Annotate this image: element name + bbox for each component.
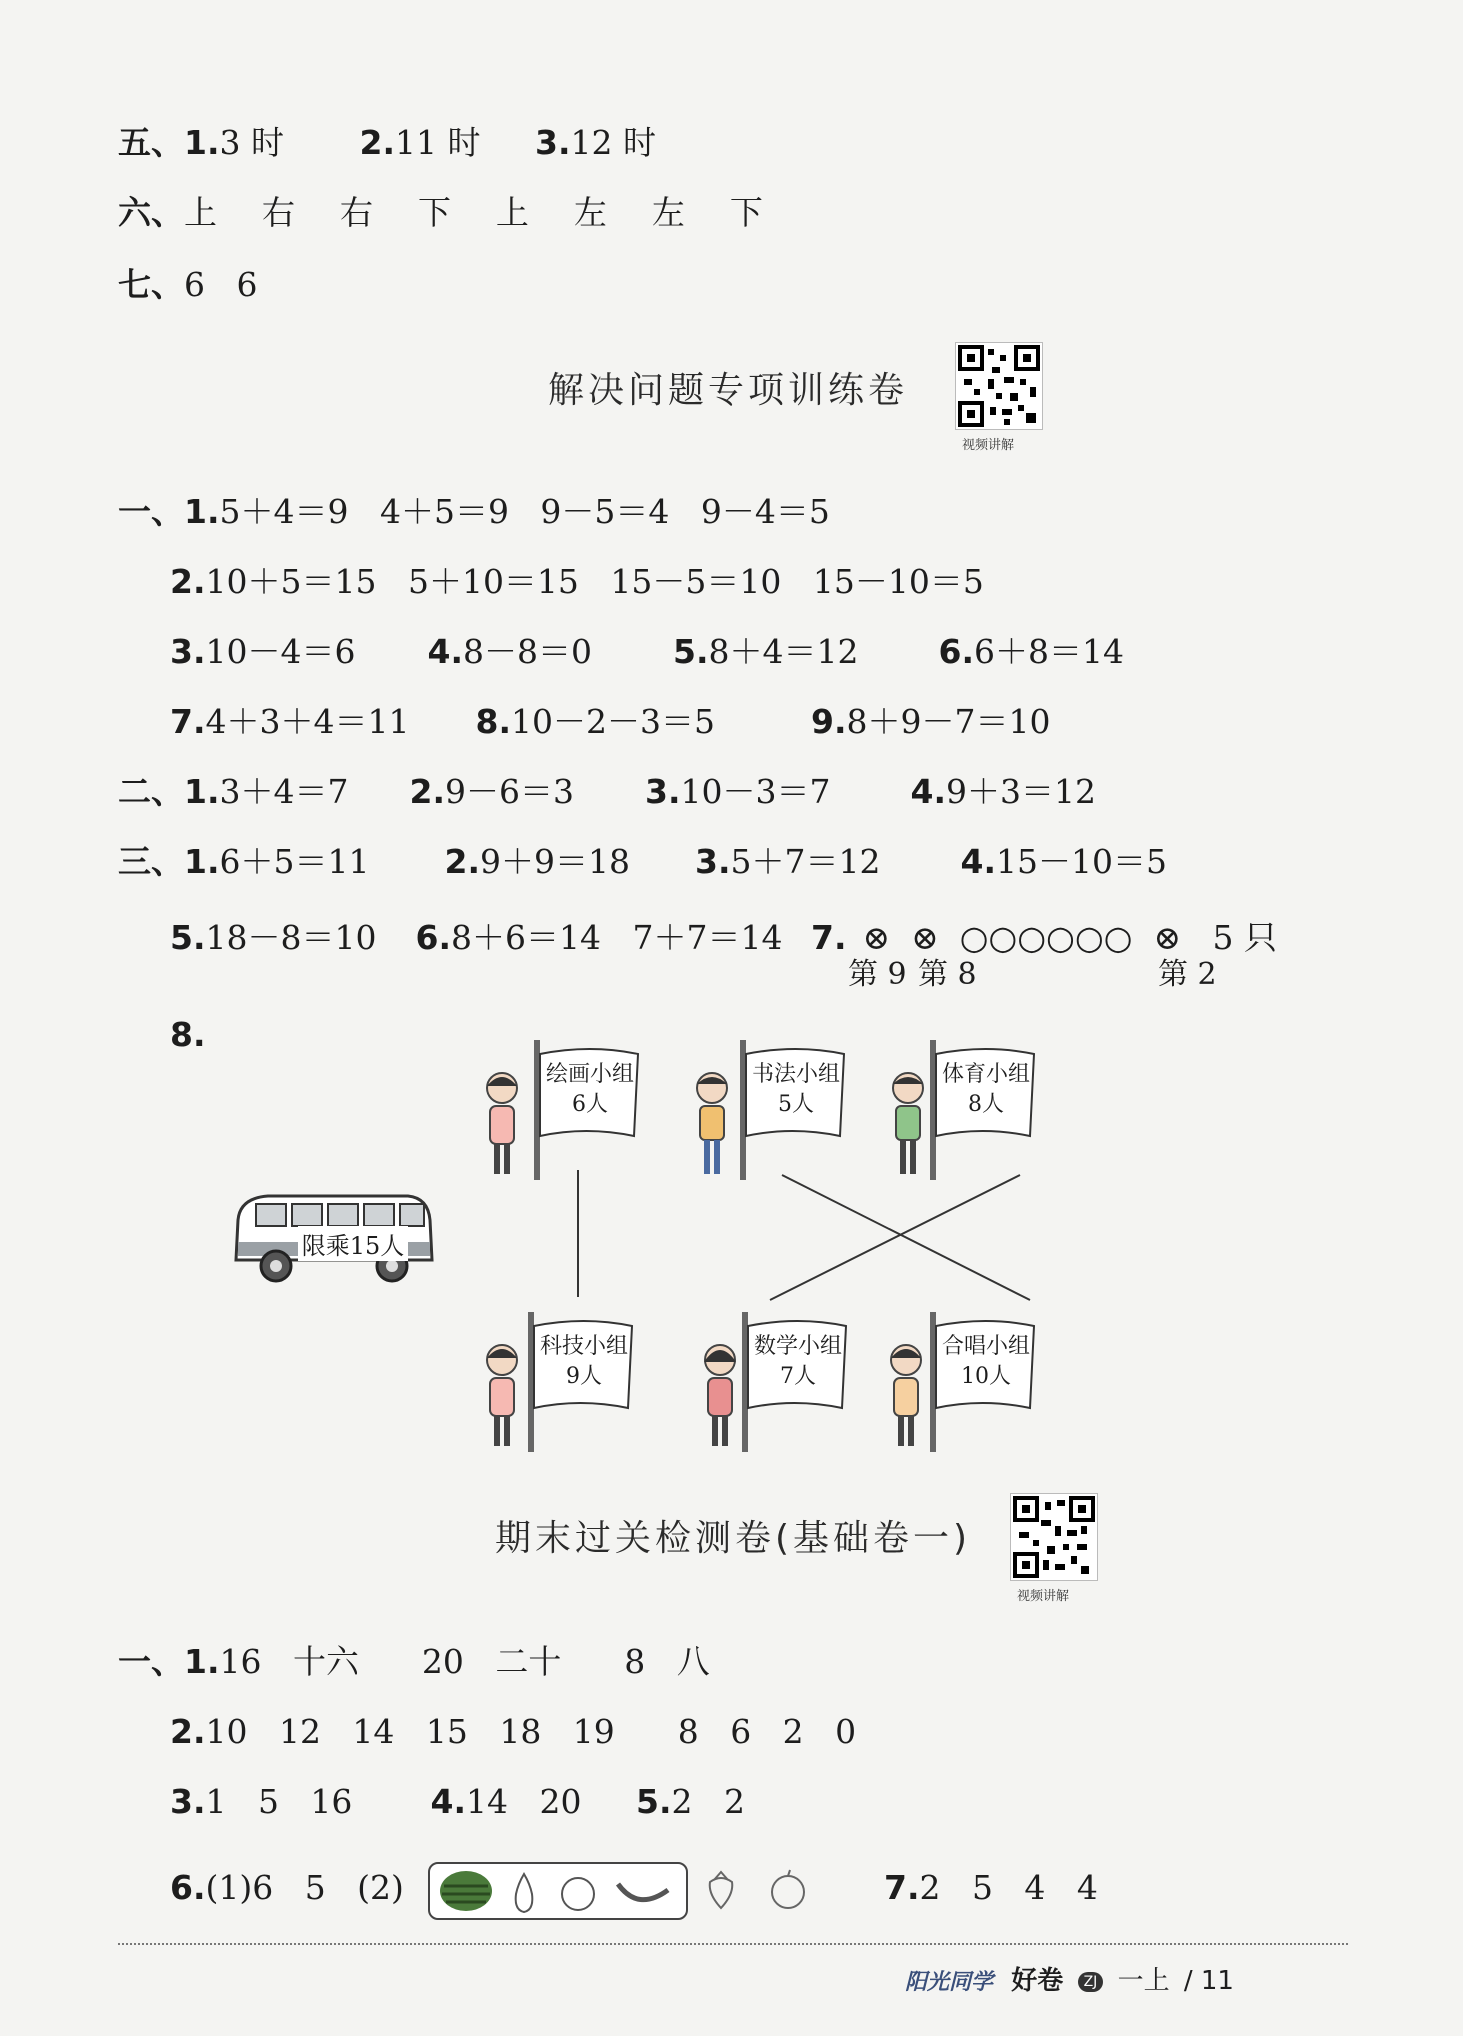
group-flag xyxy=(726,1040,840,1130)
answer: 16 十六 20 二十 8 八 xyxy=(219,1642,710,1681)
pear-icon xyxy=(516,1874,533,1912)
answer: 10－2－3＝5 xyxy=(511,702,715,741)
q1-row4 xyxy=(170,1868,456,1908)
group-flag xyxy=(916,1312,1030,1402)
group-count: 7人 xyxy=(780,1364,816,1389)
qr-code-icon[interactable] xyxy=(955,342,1043,430)
q-num: 6. xyxy=(938,632,974,671)
apple-icon xyxy=(768,1868,808,1910)
p1-row3 xyxy=(170,632,1124,672)
answer: 10－4＝6 xyxy=(205,632,356,671)
q-num: 8. xyxy=(170,1015,206,1054)
p3-q8 xyxy=(170,1015,206,1055)
footer xyxy=(905,1960,1234,1997)
group-name: 绘画小组 xyxy=(545,1062,634,1087)
q-num: 1. xyxy=(184,123,220,162)
answer: 10＋5＝15 5＋10＝15 15－5＝10 15－10＝5 xyxy=(205,562,984,601)
q1-row1 xyxy=(118,1642,710,1682)
q1-row3 xyxy=(170,1782,745,1822)
group-name: 合唱小组 xyxy=(941,1334,1030,1359)
group-flag xyxy=(916,1040,1030,1130)
answer: 10－3＝7 xyxy=(680,772,831,811)
footer-divider xyxy=(118,1943,1348,1945)
p3-row2-sub xyxy=(848,955,1217,995)
section-5-label: 五、 xyxy=(118,123,184,162)
q-num: 6. xyxy=(170,1868,206,1907)
heading-final-exam: 期末过关检测卷(基础卷一) xyxy=(495,1518,972,1559)
q-num: 5. xyxy=(673,632,709,671)
p3-row1 xyxy=(118,842,1167,882)
section-3-label: 三、 xyxy=(118,842,184,881)
p1-row1 xyxy=(118,492,830,532)
q1-row4-7 xyxy=(884,1868,1098,1908)
answer: 上 右 右 下 上 左 左 下 xyxy=(184,193,771,232)
group-count: 10人 xyxy=(961,1364,1011,1389)
q-num: 2. xyxy=(170,562,206,601)
answer: 8＋6＝14 7＋7＝14 xyxy=(451,918,783,957)
q-num: 6. xyxy=(415,918,451,957)
answer: 6＋8＝14 xyxy=(974,632,1124,671)
group-flag xyxy=(728,1312,842,1402)
strawberry-icon xyxy=(706,1868,736,1910)
answer: 8＋9－7＝10 xyxy=(846,702,1051,741)
q-num: 7. xyxy=(884,1868,920,1907)
answer: 18－8＝10 xyxy=(205,918,377,957)
q-num: 7. xyxy=(811,918,847,957)
edition-badge: ZJ xyxy=(1078,1972,1104,1992)
q-num: 1. xyxy=(184,842,220,881)
answer: 1 5 16 xyxy=(205,1782,353,1821)
section-6 xyxy=(118,193,771,233)
answer: 3 时 xyxy=(219,123,284,162)
q-num: 2. xyxy=(409,772,445,811)
answer: 8＋4＝12 xyxy=(708,632,859,671)
group-count: 9人 xyxy=(566,1364,602,1389)
p1-row2 xyxy=(170,562,984,602)
p2-row xyxy=(118,772,1096,812)
answer: 10 12 14 15 18 19 8 6 2 0 xyxy=(205,1712,857,1751)
qr-caption: 视频讲解 xyxy=(962,438,1015,453)
group-count: 8人 xyxy=(968,1092,1004,1117)
q-num: 2. xyxy=(359,123,395,162)
q-num: 1. xyxy=(184,492,220,531)
group-count: 5人 xyxy=(778,1092,814,1117)
p3-row2 xyxy=(170,918,1277,958)
answer: 6 6 xyxy=(184,265,258,304)
position-label: 第 2 xyxy=(1158,957,1217,992)
peach-icon xyxy=(562,1878,594,1910)
group-name: 体育小组 xyxy=(941,1062,1030,1087)
q-num: 5. xyxy=(170,918,206,957)
q-num: 1. xyxy=(184,1642,220,1681)
group-name: 书法小组 xyxy=(751,1062,840,1087)
q-num: 2. xyxy=(170,1712,206,1751)
q-num: 4. xyxy=(427,632,463,671)
qr-caption: 视频讲解 xyxy=(1017,1589,1070,1604)
q-num: 3. xyxy=(170,632,206,671)
heading-problem-solving: 解决问题专项训练卷 xyxy=(548,370,909,411)
circle-sequence: ⊗ ⊗ ○○○○○○ ⊗ xyxy=(862,918,1182,957)
answer: (1)6 5 (2) xyxy=(205,1868,404,1907)
answer: 4＋3＋4＝11 xyxy=(205,702,410,741)
section-7-label: 七、 xyxy=(118,265,184,304)
q-num: 8. xyxy=(475,702,511,741)
q-num: 9. xyxy=(811,702,847,741)
answer: 5＋4＝9 4＋5＝9 9－5＝4 9－4＝5 xyxy=(219,492,830,531)
answer: 12 时 xyxy=(570,123,656,162)
answer: 14 20 xyxy=(466,1782,582,1821)
q-num: 4. xyxy=(430,1782,466,1821)
answer: 2 2 xyxy=(671,1782,745,1821)
p1-row4 xyxy=(170,702,1050,742)
answer: 9＋9＝18 xyxy=(480,842,630,881)
position-label: 第 9 xyxy=(848,957,907,992)
answer: 15－10＝5 xyxy=(996,842,1167,881)
position-label: 第 8 xyxy=(918,957,977,992)
answer: 3＋4＝7 xyxy=(219,772,349,811)
answer: 5 只 xyxy=(1212,918,1277,957)
answer: 11 时 xyxy=(395,123,481,162)
answer: 5＋7＝12 xyxy=(730,842,881,881)
group-flag xyxy=(514,1312,628,1402)
q-num: 7. xyxy=(170,702,206,741)
q-num: 3. xyxy=(695,842,731,881)
answer: 6＋5＝11 xyxy=(219,842,370,881)
answer: 8－8＝0 xyxy=(463,632,592,671)
answer: 9＋3＝12 xyxy=(946,772,1096,811)
answer: 2 5 4 4 xyxy=(919,1868,1098,1907)
watermelon-icon xyxy=(440,1871,492,1911)
section-7 xyxy=(118,265,257,305)
section-5 xyxy=(118,123,656,163)
section-2-label: 二、 xyxy=(118,772,184,811)
fruit-order-box xyxy=(428,1862,688,1920)
q-num: 3. xyxy=(535,123,571,162)
page-number: / 11 xyxy=(1183,1966,1234,1996)
q-num: 5. xyxy=(636,1782,672,1821)
group-flag xyxy=(520,1040,634,1130)
qr-code-icon[interactable] xyxy=(1010,1493,1098,1581)
section-6-label: 六、 xyxy=(118,193,184,232)
bus-capacity-label: 限乘15人 xyxy=(298,1226,408,1261)
section-1-label: 一、 xyxy=(118,492,184,531)
answer: 9－6＝3 xyxy=(445,772,574,811)
q-num: 3. xyxy=(645,772,681,811)
group-name: 科技小组 xyxy=(539,1334,628,1359)
q-num: 4. xyxy=(960,842,996,881)
section-1-label: 一、 xyxy=(118,1642,184,1681)
q-num: 3. xyxy=(170,1782,206,1821)
banana-icon xyxy=(618,1884,668,1900)
group-count: 6人 xyxy=(572,1092,608,1117)
grade-label: 一上 xyxy=(1117,1966,1170,1996)
footer-title: 好卷 xyxy=(1011,1966,1064,1996)
group-name: 数学小组 xyxy=(753,1334,842,1359)
q-num: 2. xyxy=(444,842,480,881)
q-num: 4. xyxy=(910,772,946,811)
q1-row2 xyxy=(170,1712,856,1752)
child-icon xyxy=(482,1068,522,1178)
bus-icon xyxy=(228,1190,438,1285)
q-num: 1. xyxy=(184,772,220,811)
brand-logo: 阳光同学 xyxy=(905,1970,994,1995)
